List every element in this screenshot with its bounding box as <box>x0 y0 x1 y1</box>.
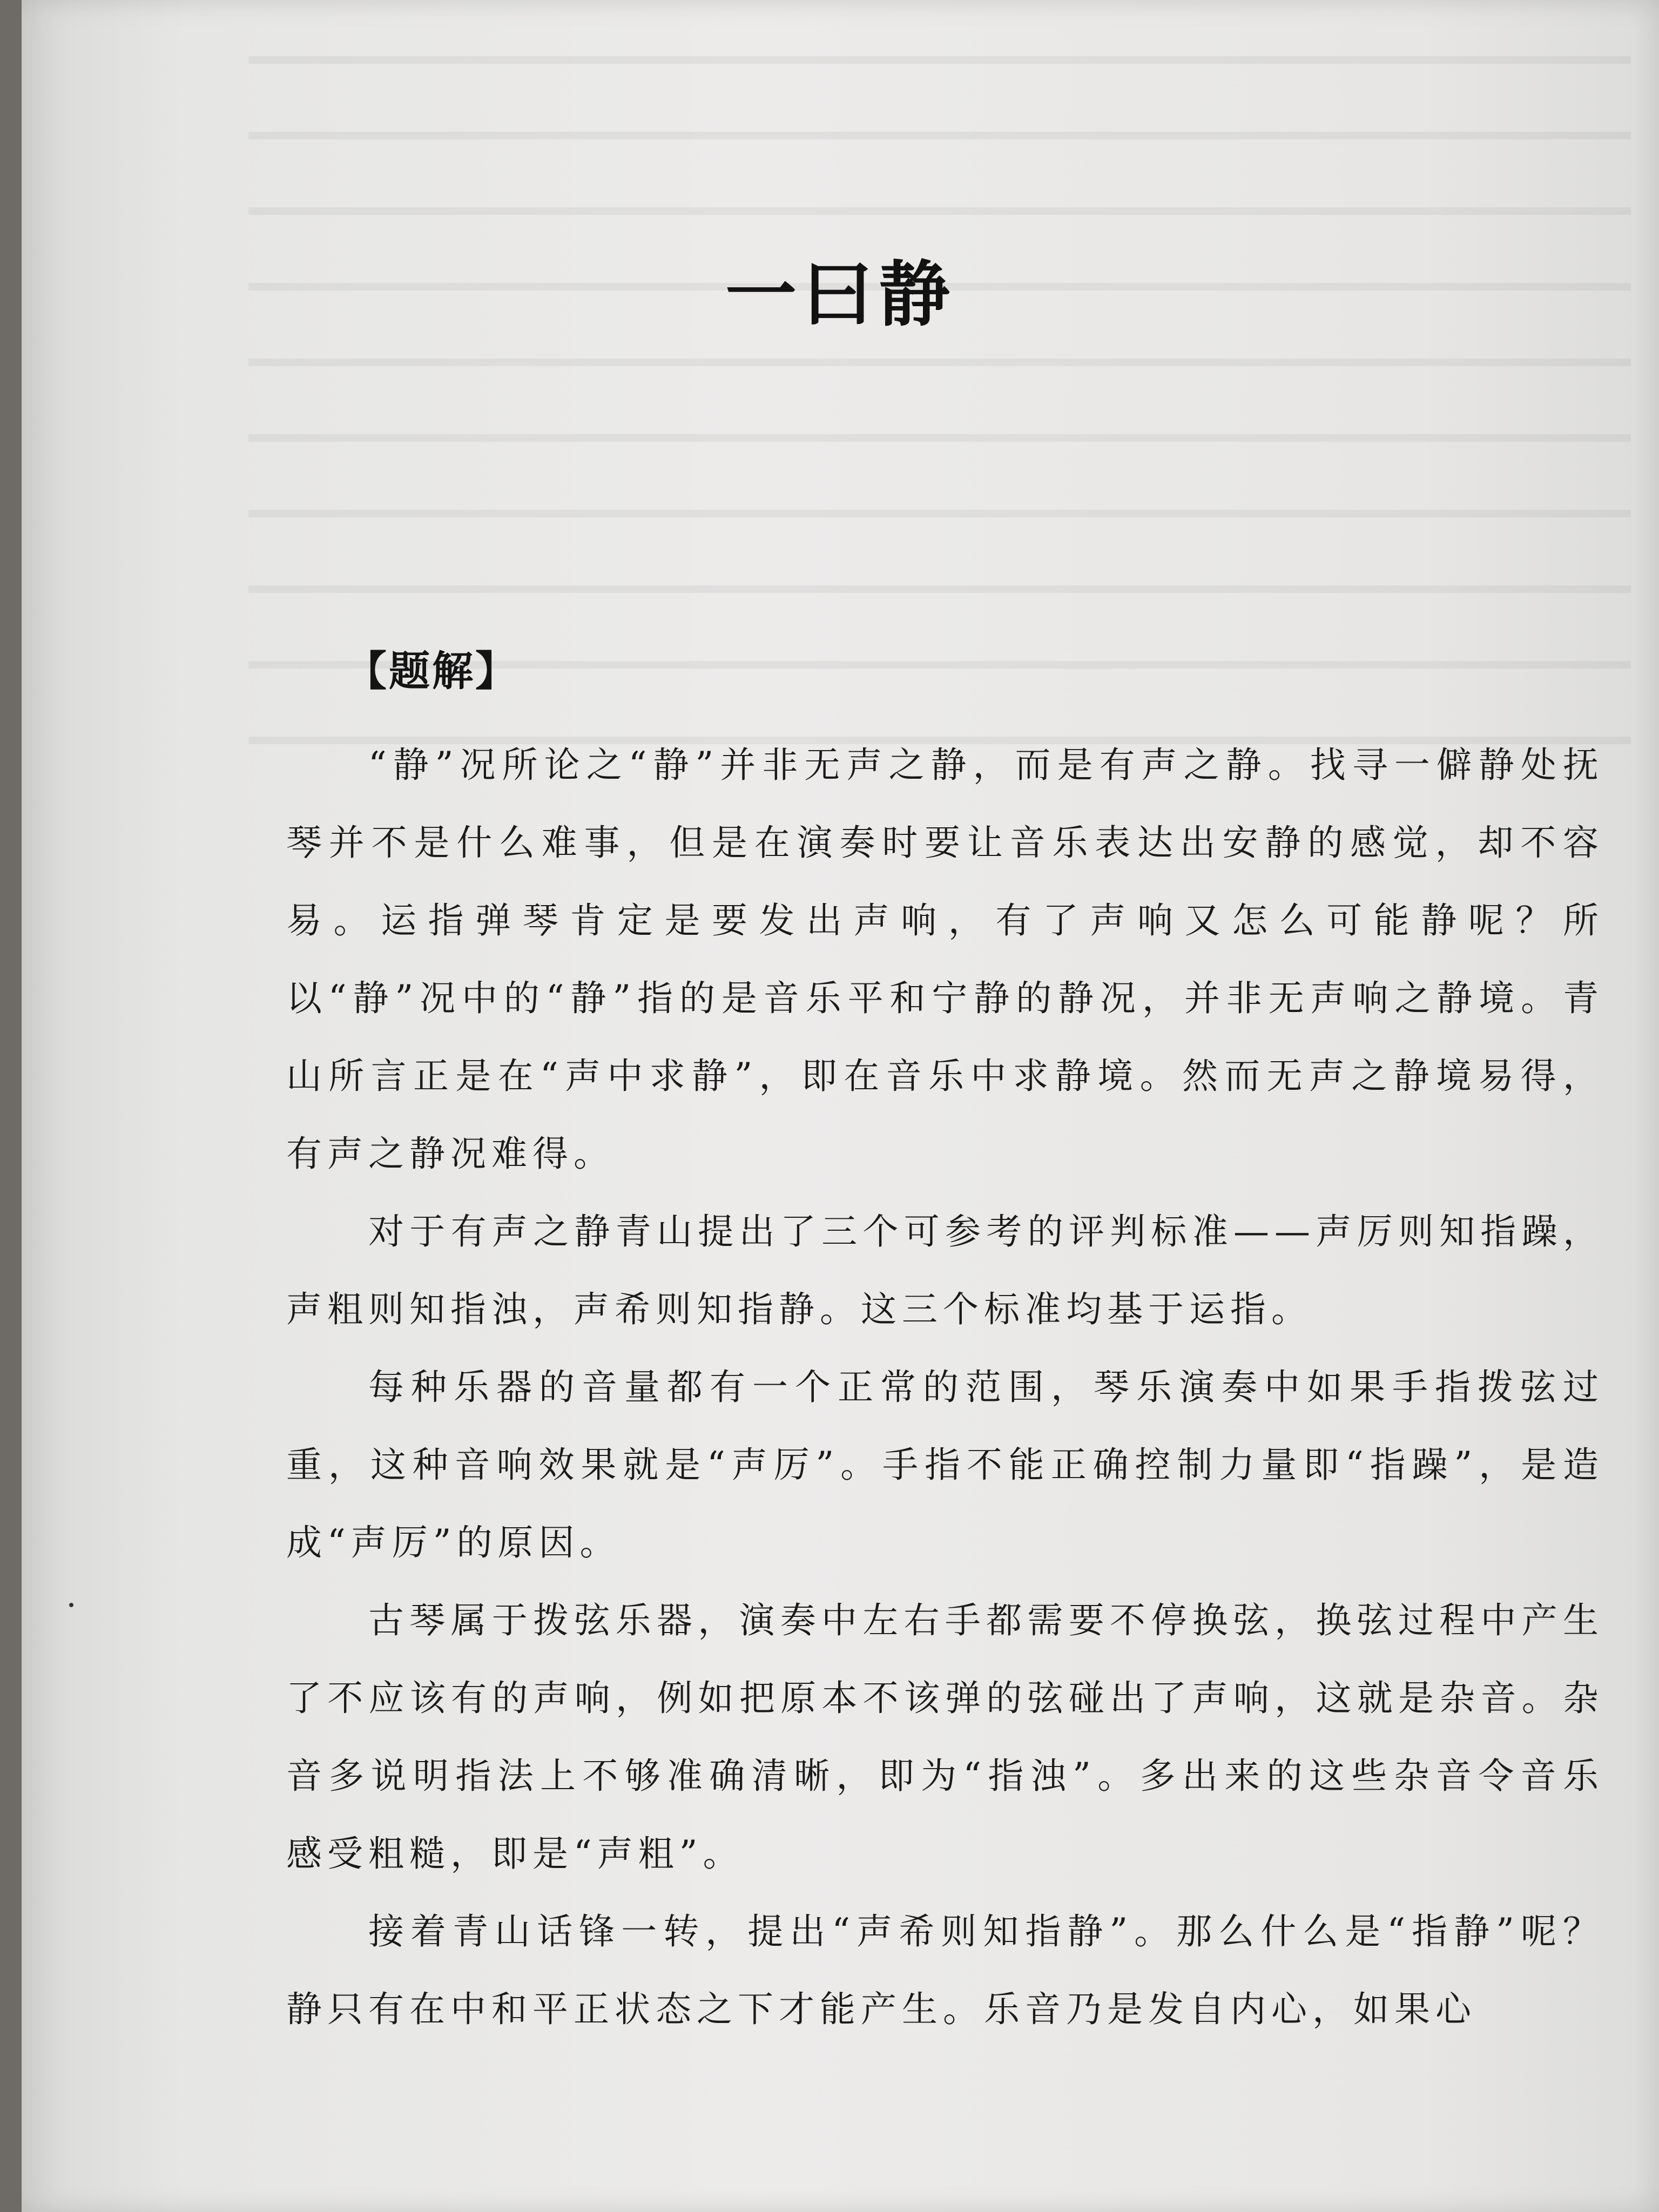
paragraph: 对于有声之静青山提出了三个可参考的评判标准——声厉则知指躁，声粗则知指浊，声希则知指静。这三个标准均基于运指。 <box>286 1211 1604 1330</box>
section-heading: 【题解】 <box>346 647 518 695</box>
page-title: 一曰静 <box>725 253 955 336</box>
paragraph: 每种乐器的音量都有一个正常的范围，琴乐演奏中如果手指拨弦过重，这种音响效果就是“声厉”。手指不能正确控制力量即“指躁”，是造成“声厉”的原因。 <box>286 1366 1604 1563</box>
paragraph: 接着青山话锋一转，提出“声希则知指静”。那么什么是“指静”呢？静只有在中和平正状态之下才能产生。乐音乃是发自内心，如果心 <box>286 1911 1604 2030</box>
body-text <box>286 726 1604 2048</box>
book-page <box>22 0 1659 2212</box>
paragraph: “静”况所论之“静”并非无声之静，而是有声之静。找寻一僻静处抚琴并不是什么难事，但是在演奏时要让音乐表达出安静的感觉，却不容易。运指弹琴肯定是要发出声响，有了声响又怎么可能静呢？所以“静”况中的“静”指的是音乐平和宁静的静况，并非无声响之静境。青山所言正是在“声中求静”，即在音乐中求静境。然而无声之静境易得，有声之静况难得。 <box>286 744 1604 1175</box>
paragraph: 古琴属于拨弦乐器，演奏中左右手都需要不停换弦，换弦过程中产生了不应该有的声响，例如把原本不该弹的弦碰出了声响，这就是杂音。杂音多说明指法上不够准确清晰，即为“指浊”。多出来的这些杂音令音乐感受粗糙，即是“声粗”。 <box>286 1600 1604 1874</box>
speck-mark <box>69 1603 73 1607</box>
